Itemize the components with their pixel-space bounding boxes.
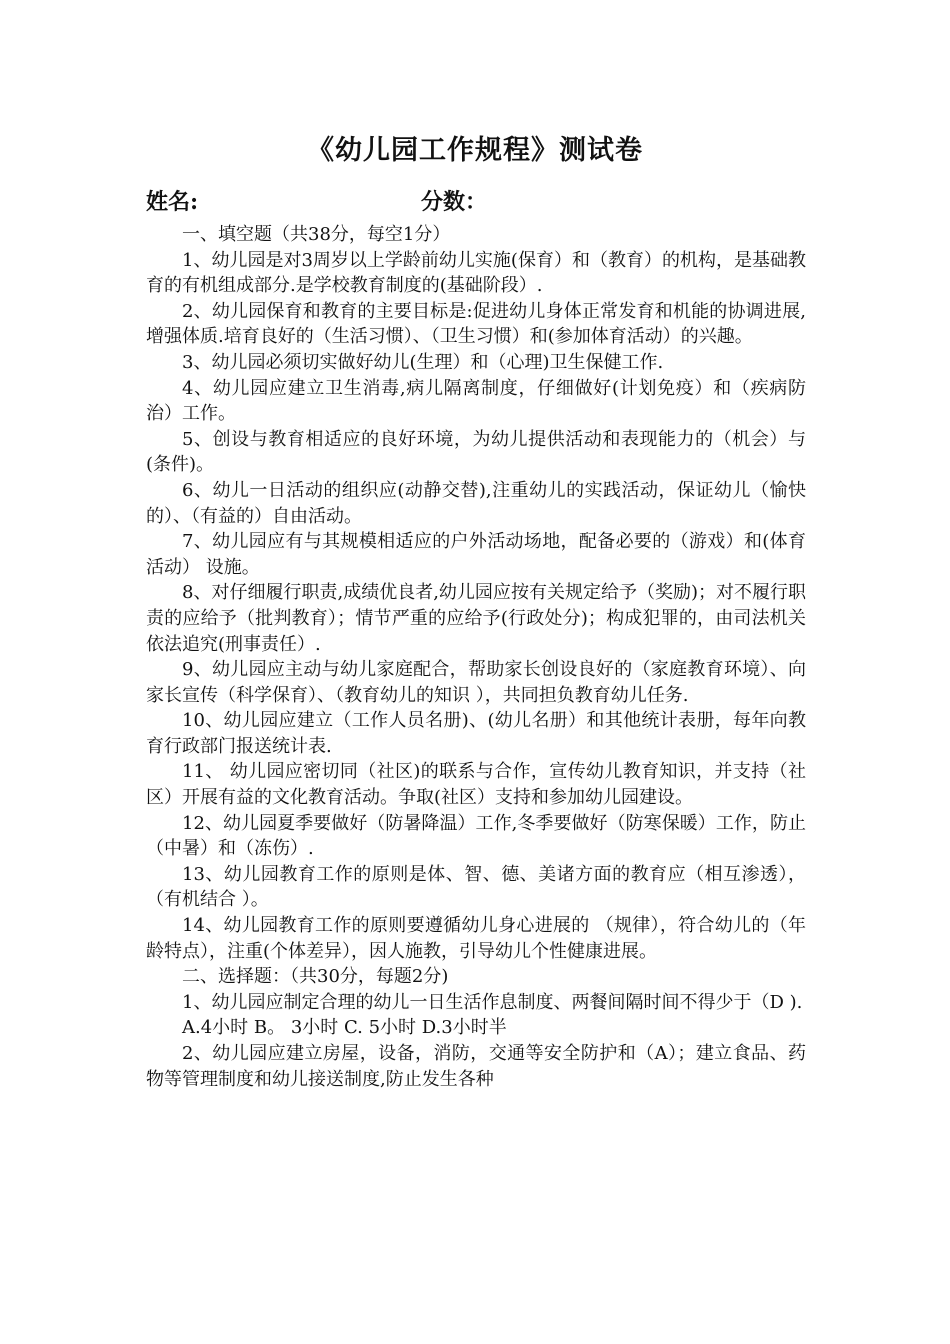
section-heading-multiple-choice: 二、选择题：（共30分，每题2分) [182,966,449,988]
score-label: 分数： [421,189,488,215]
question-item: 13、幼儿园教育工作的原则是体、智、德、美诸方面的教育应（相互渗透），（有机结合 ）。 [146,863,806,911]
question-item: 1、幼儿园是对3周岁以上学龄前幼儿实施(保育）和（教育）的机构，是基础教育的有机组成部分.是学校教育制度的(基础阶段）. [146,249,806,297]
choice-question-1: 1、幼儿园应制定合理的幼儿一日生活作息制度、两餐间隔时间不得少于（D ). [182,991,803,1013]
question-item: 12、幼儿园夏季要做好（防暑降温）工作,冬季要做好（防寒保暖）工作，防止（中暑）和（冻伤）. [146,812,806,860]
choice-question-2: 2、幼儿园应建立房屋，设备，消防，交通等安全防护和（A）；建立食品、药物等管理制度和幼儿接送制度,防止发生各种 [146,1043,806,1090]
document-title: 《幼儿园工作规程》测试卷 [307,135,643,166]
question-item: 2、幼儿园保育和教育的主要目标是:促进幼儿身体正常发育和机能的协调进展,增强体质.培育良好的（生活习惯）、（卫生习惯）和(参加体育活动）的兴趣。 [146,300,806,348]
test-content [146,222,806,1092]
question-item: 6、幼儿一日活动的组织应(动静交替),注重幼儿的实践活动，保证幼儿（愉快的）、（有益的）自由活动。 [146,479,806,527]
question-item: 4、幼儿园应建立卫生消毒,病儿隔离制度，仔细做好(计划免疫）和（疾病防治）工作。 [146,377,806,425]
name-label: 姓名: [146,189,199,215]
question-item: 10、幼儿园应建立（工作人员名册)、(幼儿名册）和其他统计表册，每年向教育行政部门报送统计表. [146,710,806,757]
question-item: 14、幼儿园教育工作的原则要遵循幼儿身心进展的 （规律），符合幼儿的（年龄特点），注重(个体差异），因人施教，引导幼儿个性健康进展。 [146,915,806,962]
choice-question-1-options: A.4小时 B。 3小时 C. 5小时 D.3小时半 [182,1017,507,1039]
question-item: 11、 幼儿园应密切同（社区)的联系与合作，宣传幼儿教育知识，并支持（社区）开展有益的文化教育活动。争取(社区）支持和参加幼儿园建设。 [146,761,806,809]
question-item: 7、幼儿园应有与其规模相适应的户外活动场地，配备必要的（游戏）和(体育活动） 设施。 [146,531,806,578]
student-info-line [146,185,806,219]
question-item: 8、对仔细履行职责,成绩优良者,幼儿园应按有关规定给予（奖励)；对不履行职责的应给予（批判教育）；情节严重的应给予(行政处分)；构成犯罪的，由司法机关依法追究(刑事责任）. [146,582,806,655]
question-item: 5、创设与教育相适应的良好环境，为幼儿提供活动和表现能力的（机会）与(条件)。 [146,428,806,476]
question-item: 9、幼儿园应主动与幼儿家庭配合，帮助家长创设良好的（家庭教育环境）、向家长宣传（科学保育）、（教育幼儿的知识 ），共同担负教育幼儿任务. [146,659,806,706]
section-heading-fill-in: 一、填空题（共38分，每空1分） [182,224,451,245]
question-item: 3、幼儿园必须切实做好幼儿(生理）和（心理)卫生保健工作. [182,351,664,373]
